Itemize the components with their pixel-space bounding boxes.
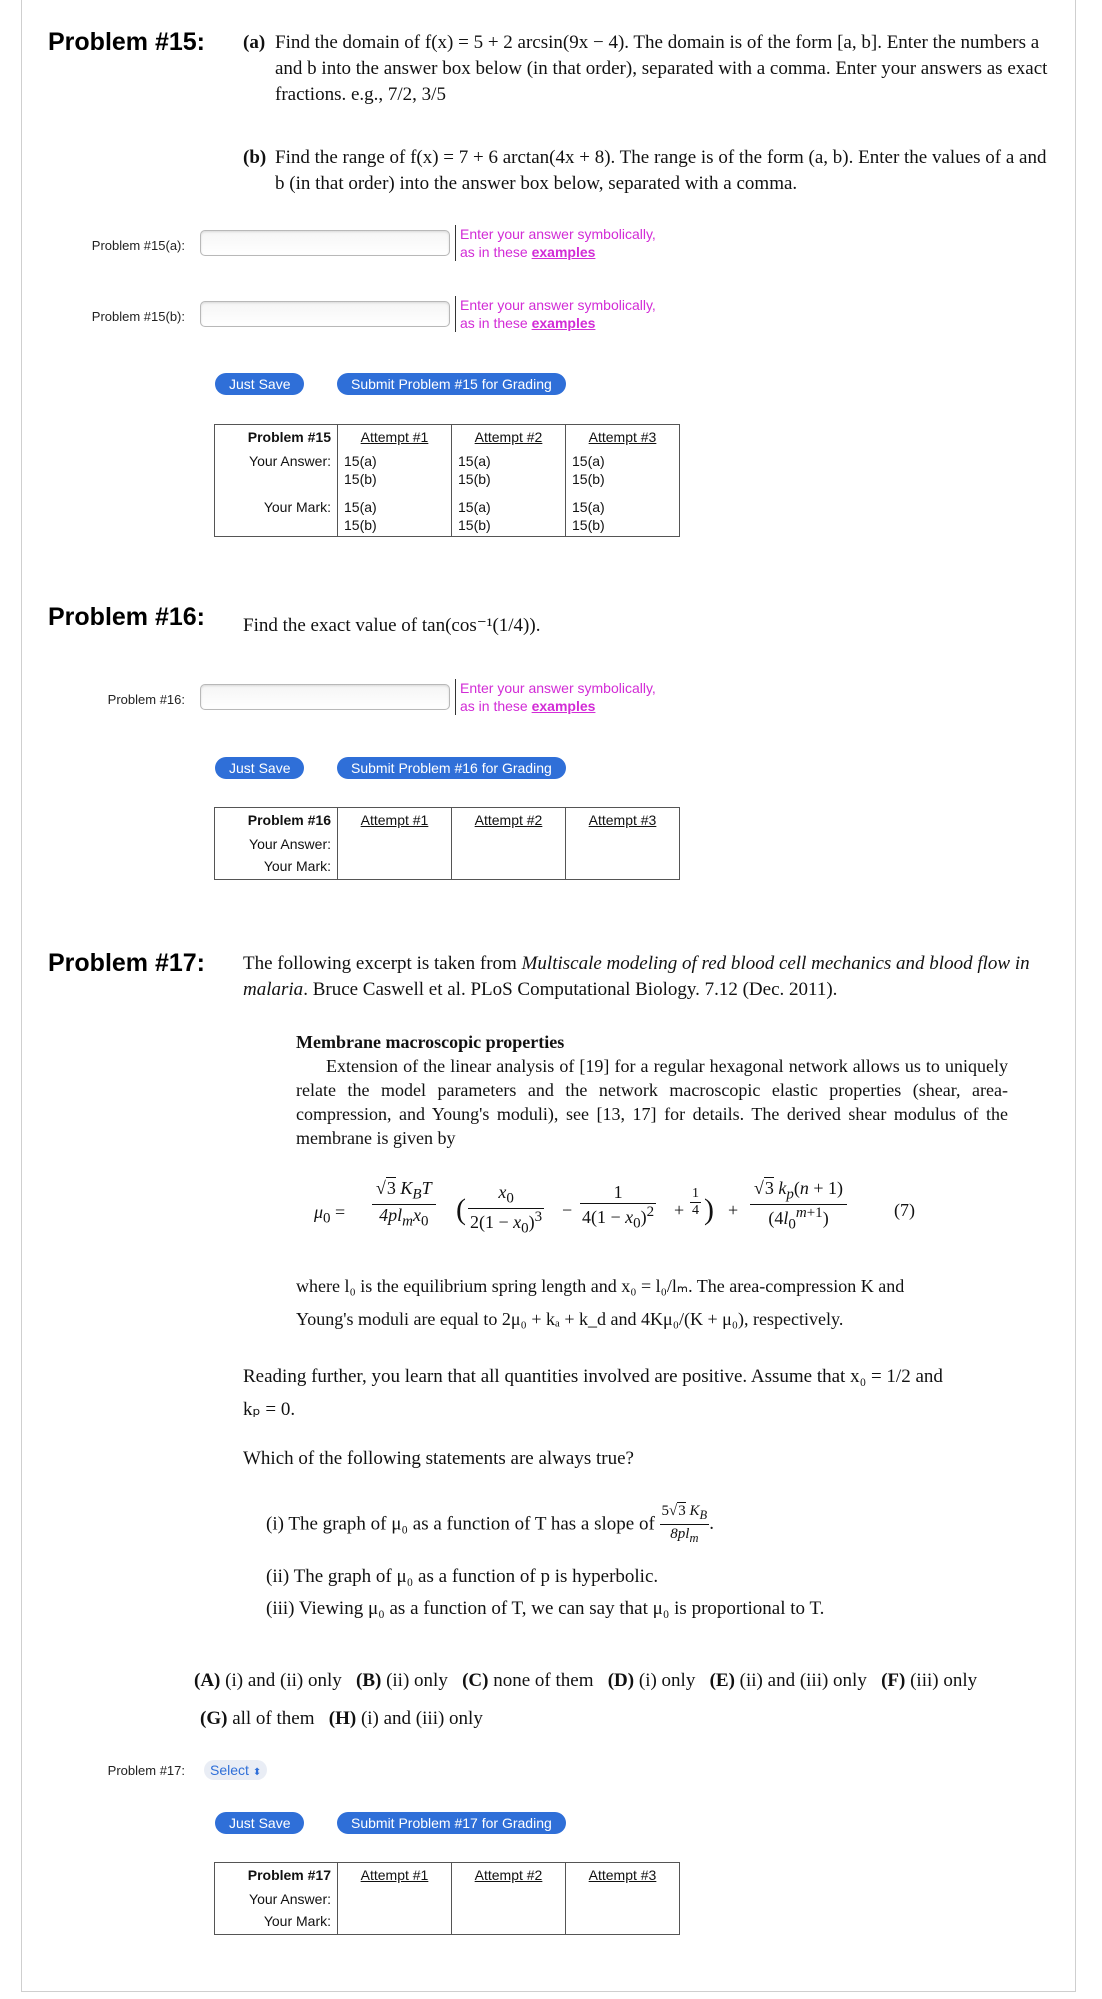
input-15a-label: Problem #15(a): <box>91 238 185 253</box>
statement-i: (i) The graph of μ₀ as a function of T has a slope of $\frac{5√3 K_B}{8pl_m}$ . <box>266 1503 714 1545</box>
hint-text: Enter your answer symbolically, <box>460 680 656 696</box>
cell-15a: 15(a) <box>572 453 605 469</box>
your-mark-label: Your Mark: <box>263 858 331 874</box>
table-header: Problem #15 <box>247 429 331 445</box>
option-letter: (H) <box>328 1708 357 1729</box>
cell-15a: 15(a) <box>458 499 491 515</box>
option-letter: (B) <box>356 1670 382 1691</box>
hint-text: as in these <box>460 698 528 714</box>
option-letter: (A) <box>194 1670 221 1691</box>
attempt-3-link[interactable]: Attempt #3 <box>588 1867 657 1883</box>
answer-select-17[interactable] <box>204 1760 267 1780</box>
option-text: all of them <box>232 1708 315 1729</box>
option-text: (i) only <box>638 1670 696 1691</box>
attempt-1-link[interactable]: Attempt #1 <box>360 812 429 828</box>
input-16-label: Problem #16: <box>107 692 185 707</box>
source-title: Multiscale modeling of red blood cell mechanics and blood flow in malaria <box>243 953 1030 1000</box>
attempt-3-link[interactable]: Attempt #3 <box>588 812 657 828</box>
option-text: (i) and (ii) only <box>225 1670 342 1691</box>
problem-17-title: Problem #17: <box>48 949 206 977</box>
your-answer-label: Your Answer: <box>249 1891 331 1907</box>
examples-link[interactable]: examples <box>531 315 596 331</box>
your-answer-label: Your Answer: <box>249 453 331 469</box>
excerpt-after <box>296 1270 1008 1336</box>
reading-further-line1: Reading further, you learn that all quantities involved are positive. Assume that x₀ = 1/2 and <box>243 1366 943 1387</box>
select-value: Select <box>210 1762 249 1778</box>
excerpt-after-line2: Young's moduli are equal to 2μ₀ + kₐ + k_d and 4Kμ₀/(K + μ₀), respectively. <box>296 1309 844 1329</box>
part-a-text: Find the domain of f(x) = 5 + 2 arcsin(9x − 4). The domain is of the form [a, b]. Enter the numbers a and b into the answer box below (in that order), separated with a comma. Enter your answers as exact fractions. e.g., 7/2, 3/5 <box>275 32 1048 105</box>
just-save-button-17[interactable]: Just Save <box>215 1812 304 1834</box>
your-mark-label: Your Mark: <box>263 499 331 515</box>
attempts-table-16 <box>214 807 680 880</box>
cell-15b: 15(b) <box>458 471 491 487</box>
attempt-3-link[interactable]: Attempt #3 <box>588 429 657 445</box>
statement-iii: (iii) Viewing μ₀ as a function of T, we can say that μ₀ is proportional to T. <box>266 1598 825 1619</box>
attempt-2-link[interactable]: Attempt #2 <box>474 812 543 828</box>
input-15b-label: Problem #15(b): <box>91 309 185 324</box>
problem-16-text: Find the exact value of tan(cos⁻¹(1/4)). <box>243 615 541 636</box>
options-line-2 <box>194 1700 977 1738</box>
attempts-table-17 <box>214 1862 680 1935</box>
equation-number: (7) <box>894 1200 915 1220</box>
problem-16-prompt: Find the exact value of <box>243 615 418 636</box>
cell-15a: 15(a) <box>344 453 377 469</box>
answer-input-15b[interactable] <box>200 301 450 327</box>
problem-15-part-b <box>243 145 1061 197</box>
hint-text: as in these <box>460 244 528 260</box>
reading-further-line2: kₚ = 0. <box>243 1399 296 1420</box>
input-17-label: Problem #17: <box>107 1763 185 1778</box>
statement-ii: (ii) The graph of μ₀ as a function of p is hyperbolic. <box>266 1566 659 1587</box>
your-answer-label: Your Answer: <box>249 836 331 852</box>
cell-15b: 15(b) <box>458 517 491 533</box>
excerpt-body: Extension of the linear analysis of [19] for a regular hexagonal network allows us to uniquely relate the model parameters and the network macroscopic elastic properties (shear, area-compression, and Young's moduli), see [13, 17] for details. The derived shear modulus of the membrane is given by <box>296 1056 1008 1148</box>
your-mark-label: Your Mark: <box>263 1913 331 1929</box>
problem-15-part-a <box>243 30 1061 108</box>
table-header: Problem #17 <box>247 1867 331 1883</box>
examples-link[interactable]: examples <box>531 244 596 260</box>
excerpt-heading: Membrane macroscopic properties <box>296 1032 565 1052</box>
attempts-table-15 <box>214 424 680 537</box>
options-block <box>194 1662 977 1738</box>
hint-text: Enter your answer symbolically, <box>460 226 656 242</box>
examples-link[interactable]: examples <box>531 698 596 714</box>
part-b-text: Find the range of f(x) = 7 + 6 arctan(4x + 8). The range is of the form (a, b). Enter the values of a and b (in that order) into the answer box below, separated with a comma. <box>275 147 1047 194</box>
excerpt-after-line1: where l₀ is the equilibrium spring length and x₀ = l₀/lₘ. The area-compression K and <box>296 1276 905 1296</box>
intro-suffix: . Bruce Caswell et al. PLoS Computational Biology. 7.12 (Dec. 2011). <box>303 979 838 1000</box>
reading-further <box>243 1360 1061 1426</box>
cell-15a: 15(a) <box>458 453 491 469</box>
option-letter: (C) <box>462 1670 489 1691</box>
attempt-2-link[interactable]: Attempt #2 <box>474 429 543 445</box>
question-text: Which of the following statements are always true? <box>243 1448 634 1469</box>
option-text: (iii) only <box>910 1670 978 1691</box>
just-save-button-16[interactable]: Just Save <box>215 757 304 779</box>
problem-16-title: Problem #16: <box>48 603 206 631</box>
table-header: Problem #16 <box>247 812 331 828</box>
option-text: (ii) only <box>386 1670 448 1691</box>
submit-button-15[interactable]: Submit Problem #15 for Grading <box>337 373 566 395</box>
problem-17-intro <box>243 951 1061 1003</box>
option-letter: (G) <box>200 1708 228 1729</box>
hint-15a <box>455 225 656 261</box>
answer-input-16[interactable] <box>200 684 450 710</box>
options-line-1 <box>194 1662 977 1700</box>
cell-15b: 15(b) <box>344 471 377 487</box>
problem-16-expression: tan(cos⁻¹(1/4)) <box>421 615 536 636</box>
statement-i-text: (i) The graph of μ₀ as a function of T has a slope of <box>266 1513 655 1535</box>
submit-button-17[interactable]: Submit Problem #17 for Grading <box>337 1812 566 1834</box>
option-text: (i) and (iii) only <box>360 1708 483 1729</box>
option-text: (ii) and (iii) only <box>739 1670 867 1691</box>
cell-15b: 15(b) <box>344 517 377 533</box>
just-save-button-15[interactable]: Just Save <box>215 373 304 395</box>
hint-text: Enter your answer symbolically, <box>460 297 656 313</box>
cell-15b: 15(b) <box>572 471 605 487</box>
option-letter: (D) <box>607 1670 635 1691</box>
option-text: none of them <box>493 1670 594 1691</box>
excerpt-block <box>296 1030 1008 1150</box>
attempt-2-link[interactable]: Attempt #2 <box>474 1867 543 1883</box>
hint-16 <box>455 679 656 715</box>
option-letter: (E) <box>709 1670 735 1691</box>
cell-15b: 15(b) <box>572 517 605 533</box>
cell-15a: 15(a) <box>344 499 377 515</box>
equation-7: $\mu_0$ = √3 $K_BT$ $4pl_mx_0$ ( $\frac{x_0}{2(1 - x_0)^3}$ − $\frac{1}{4(1 - x_0)^2}$ + $\frac{1}{4}$ ) + $\frac{√3 k_p(n + 1)}{(4l_0^{m+1})}$ (7) <box>314 1178 915 1237</box>
intro-prefix: The following excerpt is taken from <box>243 953 517 974</box>
answer-input-15a[interactable] <box>200 230 450 256</box>
chevron-up-down-icon: ⬍ <box>252 1767 262 1778</box>
option-letter: (F) <box>881 1670 906 1691</box>
hint-text: as in these <box>460 315 528 331</box>
hint-15b <box>455 296 656 332</box>
problem-15-title: Problem #15: <box>48 28 206 56</box>
attempt-1-link[interactable]: Attempt #1 <box>360 1867 429 1883</box>
submit-button-16[interactable]: Submit Problem #16 for Grading <box>337 757 566 779</box>
part-a-label: (a) <box>243 32 266 53</box>
cell-15a: 15(a) <box>572 499 605 515</box>
attempt-1-link[interactable]: Attempt #1 <box>360 429 429 445</box>
part-b-label: (b) <box>243 147 267 168</box>
